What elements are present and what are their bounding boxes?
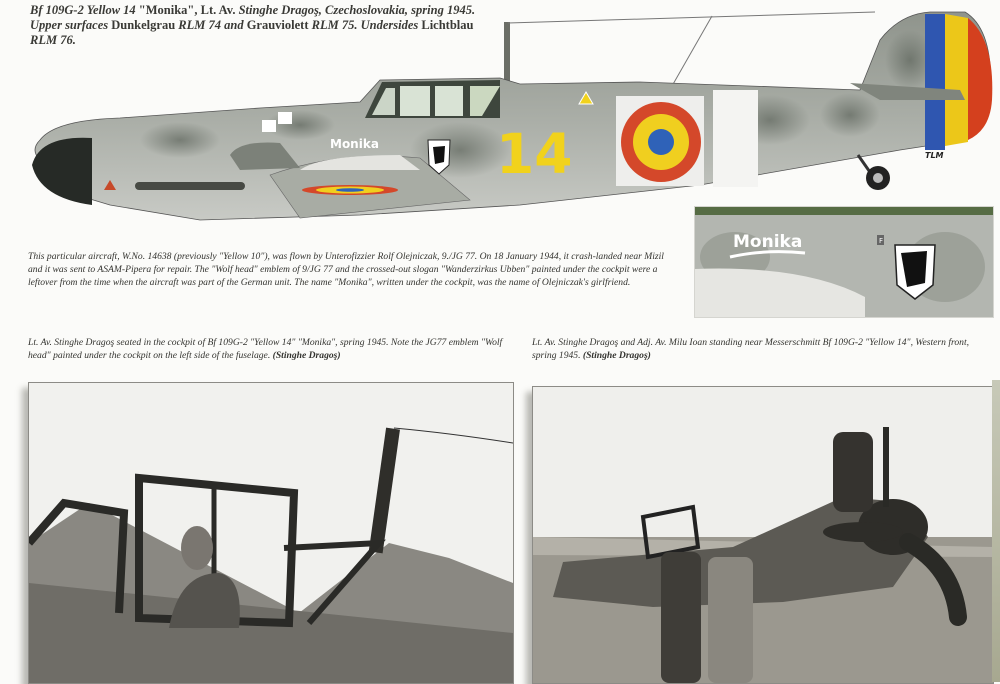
title-part: Lichtblau <box>421 18 474 32</box>
fuselage-number: 14 <box>496 122 573 186</box>
detail-inset-illustration <box>695 207 993 317</box>
photo-pilot-in-cockpit <box>28 382 514 684</box>
photo-credit: (Stinghe Dragoş) <box>272 350 341 361</box>
page-edge <box>992 380 1000 682</box>
artist-signature: TLM <box>925 151 944 160</box>
detail-inset-cockpit-side <box>694 206 994 318</box>
photo-pilots-standing-near-aircraft <box>532 386 994 684</box>
photo-pilot-illustration <box>29 383 513 683</box>
photo-aircraft-illustration <box>533 387 993 683</box>
photo-caption-standing <box>532 336 987 362</box>
title-part: RLM 75. Undersides <box>311 18 422 32</box>
title-part: Stinghe Dragoş, Czechoslovakia, spring 1945. Upper surfaces <box>30 3 476 32</box>
title-part: RLM 76. <box>30 33 76 47</box>
caption-text: Lt. Av. Stinghe Dragoş and Adj. Av. Milu Ioan standing near Messerschmitt Bf 109G-2 "Yellow 14", Western front, spring 1945. <box>532 337 970 361</box>
svg-text:F: F <box>878 237 884 245</box>
title-part: "Monika", Lt. Av. <box>138 3 239 17</box>
title-part: Dunkelgrau <box>111 18 179 32</box>
photo-credit: (Stinghe Dragoş) <box>582 350 651 361</box>
title-part: Grauviolett <box>246 18 312 32</box>
title-part: RLM 74 and <box>178 18 247 32</box>
photo-caption-cockpit <box>28 336 508 362</box>
title-part: Bf 109G-2 Yellow 14 <box>30 3 139 17</box>
monika-detail-text: Monika <box>733 232 803 252</box>
monika-nose-art: Monika <box>330 137 379 151</box>
caption-text: Lt. Av. Stinghe Dragoş seated in the cockpit of Bf 109G-2 "Yellow 14" "Monika", spring 1945. Note the JG77 emblem "Wolf head" painted under the cockpit on the left side of the fuselage. <box>28 337 503 361</box>
profile-caption: This particular aircraft, W.No. 14638 (previously "Yellow 10"), was flown by Unterofizzier Rolf Olejniczak, 9./JG 77. On 18 January 1944, it crash-landed near Mizil and it was sent to ASAM-Pipera for repair. The "Wolf head" emblem of 9/JG 77 and the crossed-out slogan "Wanderzirkus Ubben" painted under the cockpit were a leftover from the time when the aircraft was part of the German unit. The name "Monika", written under the cockpit, was the name of Olejniczak's girlfriend. <box>28 251 664 288</box>
